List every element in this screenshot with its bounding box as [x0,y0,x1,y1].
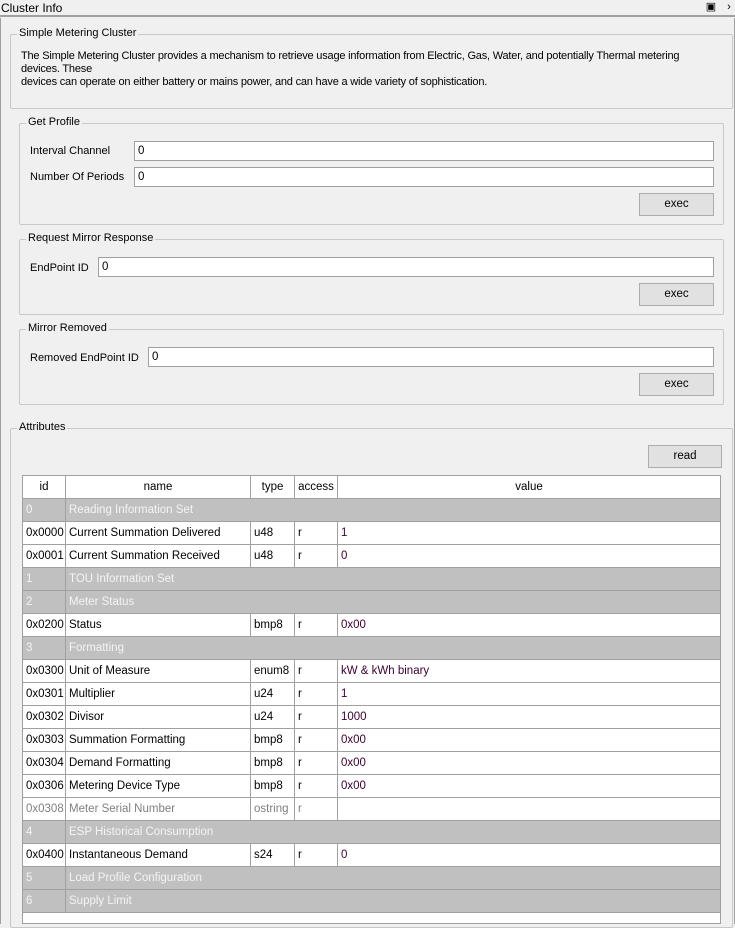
removed-endpoint-id-label: Removed EndPoint ID [30,352,139,364]
removed-endpoint-id-input[interactable] [148,347,714,367]
cell-name: Supply Limit [69,895,132,907]
cell-access: r [295,844,338,866]
section-row[interactable] [23,867,720,890]
column-header-id[interactable]: id [23,476,66,498]
group-label: Request Mirror Response [28,232,154,244]
attributes-table [22,475,721,924]
table-row[interactable] [23,729,720,752]
cell-type: bmp8 [251,614,295,636]
table-row[interactable] [23,683,720,706]
cell-name: Demand Formatting [66,752,251,774]
cell-value: 1 [341,688,348,700]
cell-type: u48 [251,545,295,567]
cell-type: ostring [251,798,295,820]
cell-name: Divisor [66,706,251,728]
cell-access: r [295,545,338,567]
cell-type: s24 [251,844,295,866]
get-profile-exec-button[interactable]: exec [639,193,714,216]
column-header-name[interactable]: name [66,476,251,498]
table-row[interactable] [23,660,720,683]
group-label: Mirror Removed [28,322,107,334]
cell-id: 0x0300 [23,660,66,682]
table-row[interactable] [23,775,720,798]
cell-type: u48 [251,522,295,544]
window-controls [705,0,735,15]
cell-value: 0x00 [341,757,366,769]
cell-type: enum8 [251,660,295,682]
section-row[interactable] [23,499,720,522]
section-row[interactable] [23,591,720,614]
cell-type: bmp8 [251,752,295,774]
close-icon[interactable]: › [727,1,731,13]
cell-id: 1 [23,568,66,590]
cell-name: Instantaneous Demand [66,844,251,866]
cell-value: 0x00 [341,734,366,746]
cell-access: r [295,798,338,820]
cell-name: Metering Device Type [66,775,251,797]
cell-id: 2 [23,591,66,613]
section-row[interactable] [23,637,720,660]
cell-name: Meter Serial Number [66,798,251,820]
table-header [23,476,720,499]
cell-type: u24 [251,706,295,728]
cell-id: 0x0308 [23,798,66,820]
mirror-removed-group [19,322,724,405]
cell-id: 0x0301 [23,683,66,705]
description-text: devices can operate on either battery or mains power, and can have a wide variety of sophistication. [21,76,488,88]
cell-id: 0x0200 [23,614,66,636]
cell-access: r [295,522,338,544]
column-header-access[interactable]: access [295,476,338,498]
read-button[interactable]: read [648,445,722,468]
column-header-type[interactable]: type [251,476,295,498]
restore-icon[interactable]: ▣ [705,1,717,13]
description-block [21,50,726,89]
cell-access: r [295,752,338,774]
endpoint-id-label: EndPoint ID [30,262,89,274]
cell-id: 3 [23,637,66,659]
cell-id: 0x0302 [23,706,66,728]
table-row[interactable] [23,752,720,775]
cell-value: kW & kWh binary [341,665,430,677]
cell-value: 1 [341,527,348,539]
table-row[interactable] [23,545,720,568]
endpoint-id-input[interactable] [98,257,714,277]
cell-name: Load Profile Configuration [69,872,202,884]
cell-type: bmp8 [251,775,295,797]
cell-id: 6 [23,890,66,912]
table-row[interactable] [23,844,720,867]
cell-name: Meter Status [69,596,135,608]
cell-value [338,798,720,820]
cell-name: Reading Information Set [69,504,194,516]
table-row[interactable] [23,706,720,729]
cell-id: 0x0303 [23,729,66,751]
group-label: Simple Metering Cluster [19,27,137,39]
table-row[interactable] [23,798,720,821]
cell-value: 0 [341,849,348,861]
cell-value: 0 [341,550,348,562]
title-bar [0,0,735,17]
cell-name: ESP Historical Consumption [69,826,214,838]
request-mirror-exec-button[interactable]: exec [639,283,714,306]
cell-id: 4 [23,821,66,843]
cell-type: u24 [251,683,295,705]
section-row[interactable] [23,568,720,591]
cell-name: Current Summation Delivered [66,522,251,544]
cell-name: Current Summation Received [66,545,251,567]
cell-id: 0x0304 [23,752,66,774]
group-label: Get Profile [28,116,80,128]
interval-channel-input[interactable] [134,141,714,161]
cell-name: TOU Information Set [69,573,175,585]
description-text: The Simple Metering Cluster provides a mechanism to retrieve usage information from Electric, Gas, Water, and potentially Thermal metering [21,50,680,62]
section-row[interactable] [23,821,720,844]
cell-value: 1000 [341,711,367,723]
cell-access: r [295,660,338,682]
cell-access: r [295,775,338,797]
cell-access: r [295,683,338,705]
description-group [10,27,733,109]
number-of-periods-label: Number Of Periods [30,171,125,183]
cell-access: r [295,614,338,636]
mirror-removed-exec-button[interactable]: exec [639,373,714,396]
table-row[interactable] [23,614,720,637]
cell-id: 0x0306 [23,775,66,797]
section-row[interactable] [23,890,720,913]
cell-name: Multiplier [66,683,251,705]
cell-id: 0x0400 [23,844,66,866]
interval-channel-label: Interval Channel [30,145,111,157]
table-row[interactable] [23,522,720,545]
cell-access: r [295,706,338,728]
window-title: Cluster Info [1,1,63,15]
description-text: devices. These [21,63,92,75]
cell-name: Formatting [69,642,124,654]
cell-id: 5 [23,867,66,889]
cell-type: bmp8 [251,729,295,751]
cell-id: 0x0001 [23,545,66,567]
cell-access: r [295,729,338,751]
column-header-value[interactable]: value [515,481,543,493]
request-mirror-group [19,232,724,315]
group-label: Attributes [19,421,66,433]
cell-id: 0x0000 [23,522,66,544]
get-profile-group [19,116,724,225]
cell-value: 0x00 [341,619,366,631]
cell-name: Status [66,614,251,636]
cell-name: Summation Formatting [66,729,251,751]
number-of-periods-input[interactable] [134,167,714,187]
cell-id: 0 [23,499,66,521]
cell-value: 0x00 [341,780,366,792]
cell-name: Unit of Measure [66,660,251,682]
